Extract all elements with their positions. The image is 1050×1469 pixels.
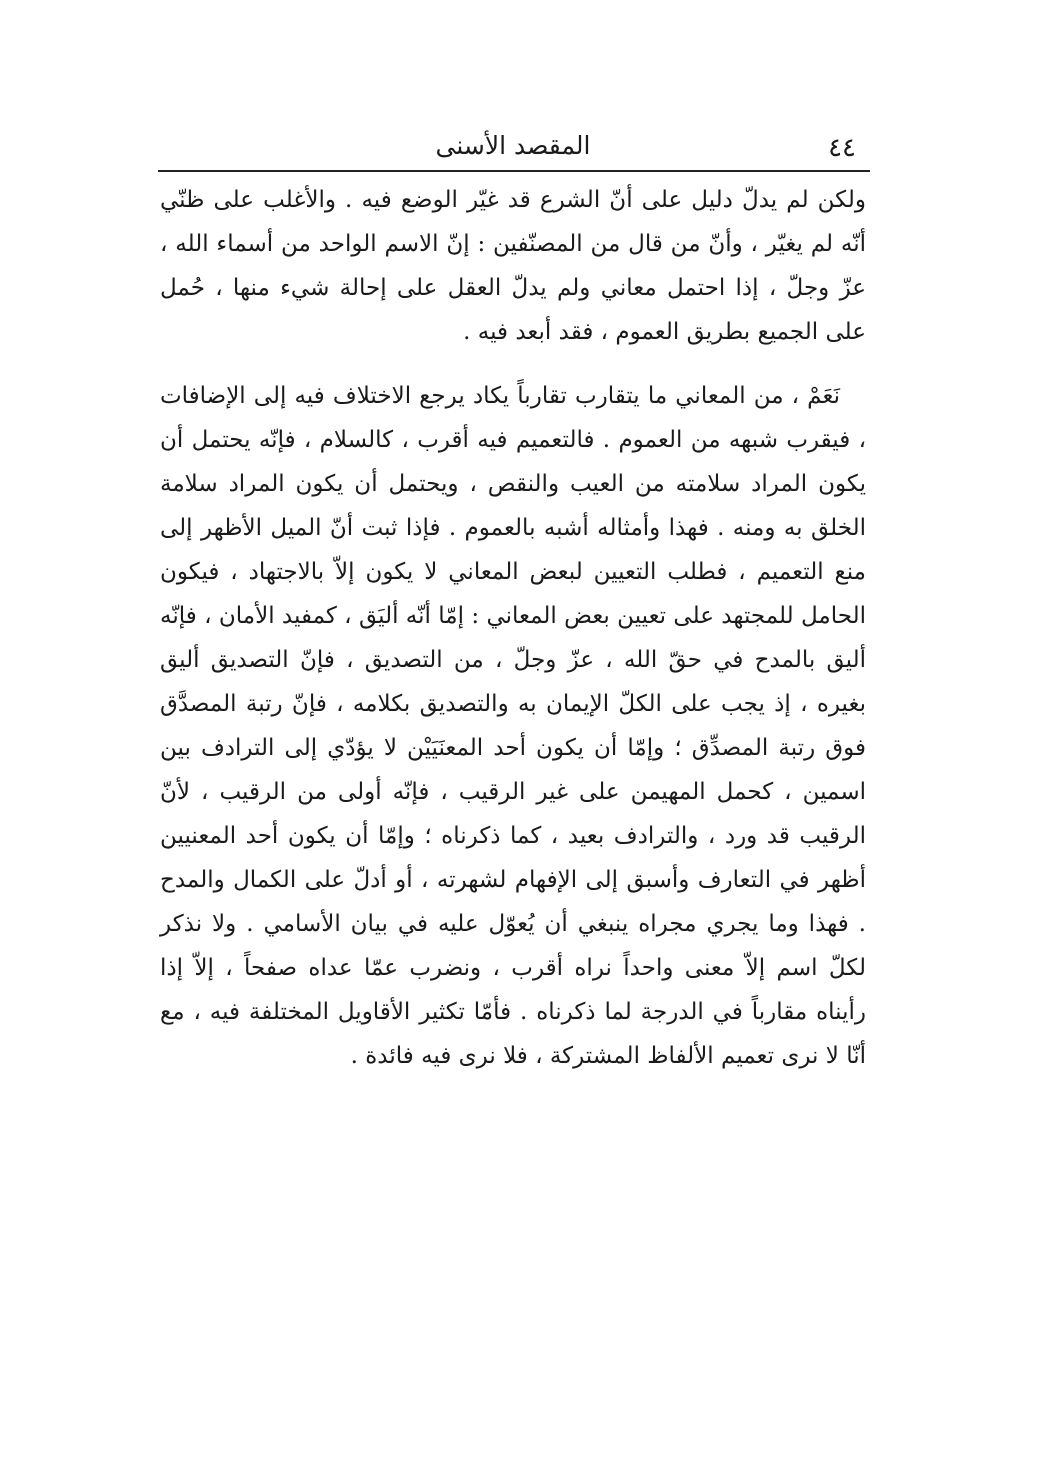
header-divider bbox=[158, 170, 870, 172]
body-text bbox=[160, 178, 866, 1078]
paragraph-2: نَعَمْ ، من المعاني ما يتقارب تقارباً يكاد يرجع الاختلاف فيه إلى الإضافات ، فيقرب شبهه من العموم . فالتعميم فيه أقرب ، كالسلام ، فإنّه يحتمل أن يكون المراد سلامته من العيب والنقص ، ويحتمل أن يكون المراد سلامة الخلق به ومنه . فهذا وأمثاله أشبه بالعموم . فإذا ثبت أنّ الميل الأظهر إلى منع التعميم ، فطلب التعيين لبعض المعاني لا يكون إلاّ بالاجتهاد ، فيكون الحامل للمجتهد على تعيين بعض المعاني : إمّا أنّه أليَق ، كمفيد الأمان ، فإنّه أليق بالمدح في حقّ الله ، عزّ وجلّ ، من التصديق ، فإنّ التصديق أليق بغيره ، إذ يجب على الكلّ الإيمان به والتصديق بكلامه ، فإنّ رتبة المصدَّق فوق رتبة المصدِّق ؛ وإمّا أن يكون أحد المعنَيَيْن لا يؤدّي إلى الترادف بين اسمين ، كحمل المهيمن على غير الرقيب ، فإنّه أولى من الرقيب ، لأنّ الرقيب قد ورد ، والترادف بعيد ، كما ذكرناه ؛ وإمّا أن يكون أحد المعنيين أظهر في التعارف وأسبق إلى الإفهام لشهرته ، أو أدلّ على الكمال والمدح . فهذا وما يجري مجراه ينبغي أن يُعوّل عليه في بيان الأسامي . ولا نذكر لكلّ اسم إلاّ معنى واحداً نراه أقرب ، ونضرب عمّا عداه صفحاً ، إلاّ إذا رأيناه مقارباً في الدرجة لما ذكرناه . فأمّا تكثير الأقاويل المختلفة فيه ، مع أنّا لا نرى تعميم الألفاظ المشتركة ، فلا نرى فيه فائدة . bbox=[160, 383, 866, 1069]
running-header bbox=[160, 128, 866, 168]
paragraph-spacer bbox=[160, 354, 866, 374]
page-number: ٤٤ bbox=[828, 133, 856, 163]
paragraph-1: ولكن لم يدلّ دليل على أنّ الشرع قد غيّر الوضع فيه . والأغلب على ظنّي أنّه لم يغيّر ، وأنّ من قال من المصنّفين : إنّ الاسم الواحد من أسماء الله ، عزّ وجلّ ، إذا احتمل معاني ولم يدلّ العقل على إحالة شيء منها ، حُمل على الجميع بطريق العموم ، فقد أبعد فيه . bbox=[160, 187, 866, 345]
book-title: المقصد الأسنى bbox=[435, 131, 591, 160]
